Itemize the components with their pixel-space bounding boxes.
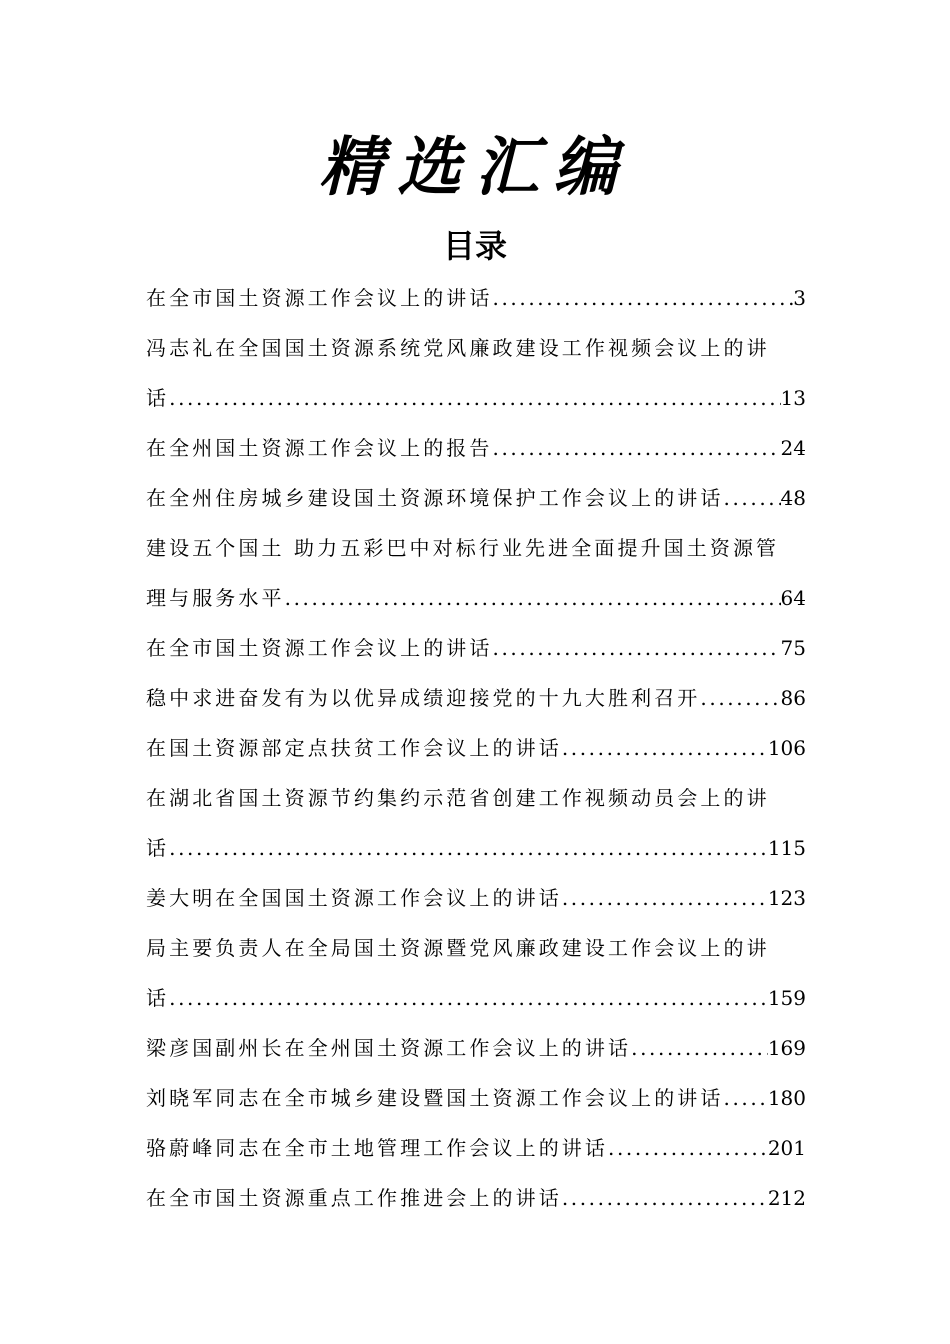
toc-entry-title-line: 建设五个国土 助力五彩巴中对标行业先进全面提升国土资源管 xyxy=(146,536,780,560)
toc-page-number: 169 xyxy=(767,1036,806,1060)
toc-entry[interactable] xyxy=(146,673,806,723)
toc-page-number: 115 xyxy=(767,836,806,860)
toc-leader-dots xyxy=(169,373,780,423)
document-title: 精选汇编 xyxy=(319,130,631,205)
toc-leader-dots xyxy=(700,673,780,723)
toc-leader-dots xyxy=(285,573,781,623)
toc-entry[interactable] xyxy=(146,1123,806,1173)
toc-entry[interactable] xyxy=(146,773,806,873)
toc-entry[interactable] xyxy=(146,1173,806,1223)
toc-page-number: 13 xyxy=(780,386,806,410)
toc-entry-title: 在全州国土资源工作会议上的报告 xyxy=(146,436,493,460)
toc-entry-title: 梁彦国副州长在全州国土资源工作会议上的讲话 xyxy=(146,1036,632,1060)
toc-entry-title-line: 局主要负责人在全局国土资源暨党风廉政建设工作会议上的讲 xyxy=(146,936,770,960)
toc-entry-title: 话 xyxy=(146,386,170,410)
toc-page-number: 3 xyxy=(793,286,806,310)
toc-leader-dots xyxy=(608,1123,768,1173)
toc-leader-dots xyxy=(562,873,768,923)
toc-entry[interactable] xyxy=(146,423,806,473)
toc-page-number: 75 xyxy=(780,636,806,660)
toc-entry[interactable] xyxy=(146,273,806,323)
toc-leader-dots xyxy=(724,473,781,523)
toc-entry-title: 在全州住房城乡建设国土资源环境保护工作会议上的讲话 xyxy=(146,486,724,510)
toc-entry[interactable] xyxy=(146,473,806,523)
toc-entry-title-line: 在湖北省国土资源节约集约示范省创建工作视频动员会上的讲 xyxy=(146,786,770,810)
toc-entry-title: 在全市国土资源重点工作推进会上的讲话 xyxy=(146,1186,562,1210)
toc-page-number: 64 xyxy=(780,586,806,610)
toc-leader-dots xyxy=(562,723,768,773)
toc-entry-title: 在全市国土资源工作会议上的讲话 xyxy=(146,286,493,310)
toc-leader-dots xyxy=(631,1023,768,1073)
toc-entry[interactable] xyxy=(146,923,806,1023)
toc-leader-dots xyxy=(493,273,794,323)
toc-page-number: 86 xyxy=(780,686,806,710)
toc-page-number: 106 xyxy=(767,736,806,760)
toc-entry-title: 在全市国土资源工作会议上的讲话 xyxy=(146,636,493,660)
toc-leader-dots xyxy=(724,1073,768,1123)
toc-leader-dots xyxy=(493,623,781,673)
toc-entry-title: 刘晓军同志在全市城乡建设暨国土资源工作会议上的讲话 xyxy=(146,1086,724,1110)
toc-entry[interactable] xyxy=(146,523,806,623)
toc-page-number: 24 xyxy=(780,436,806,460)
toc-page-number: 180 xyxy=(767,1086,806,1110)
toc-entry-title: 在国土资源部定点扶贫工作会议上的讲话 xyxy=(146,736,562,760)
toc-entry-title: 话 xyxy=(146,986,170,1010)
toc-leader-dots xyxy=(493,423,781,473)
toc-entry[interactable] xyxy=(146,873,806,923)
toc-leader-dots xyxy=(169,973,768,1023)
toc-page-number: 48 xyxy=(780,486,806,510)
toc-leader-dots xyxy=(169,823,768,873)
toc-page-number: 212 xyxy=(767,1186,806,1210)
toc-entry-title: 稳中求进奋发有为以优异成绩迎接党的十九大胜利召开 xyxy=(146,686,701,710)
toc-heading: 目录 xyxy=(442,227,507,265)
toc-entry[interactable] xyxy=(146,323,806,423)
toc-entry-title: 理与服务水平 xyxy=(146,586,285,610)
toc-page-number: 159 xyxy=(767,986,806,1010)
toc-entry[interactable] xyxy=(146,1023,806,1073)
toc-entry[interactable] xyxy=(146,623,806,673)
toc-entry-title: 话 xyxy=(146,836,170,860)
toc-leader-dots xyxy=(562,1173,768,1223)
toc-entry-title-line: 冯志礼在全国国土资源系统党风廉政建设工作视频会议上的讲 xyxy=(146,336,770,360)
toc-entry-title: 姜大明在全国国土资源工作会议上的讲话 xyxy=(146,886,562,910)
toc-entry[interactable] xyxy=(146,1073,806,1123)
toc-entry[interactable] xyxy=(146,723,806,773)
toc-page-number: 201 xyxy=(767,1136,806,1160)
toc-entry-title: 骆蔚峰同志在全市土地管理工作会议上的讲话 xyxy=(146,1136,608,1160)
table-of-contents xyxy=(146,273,806,1223)
toc-page-number: 123 xyxy=(767,886,806,910)
